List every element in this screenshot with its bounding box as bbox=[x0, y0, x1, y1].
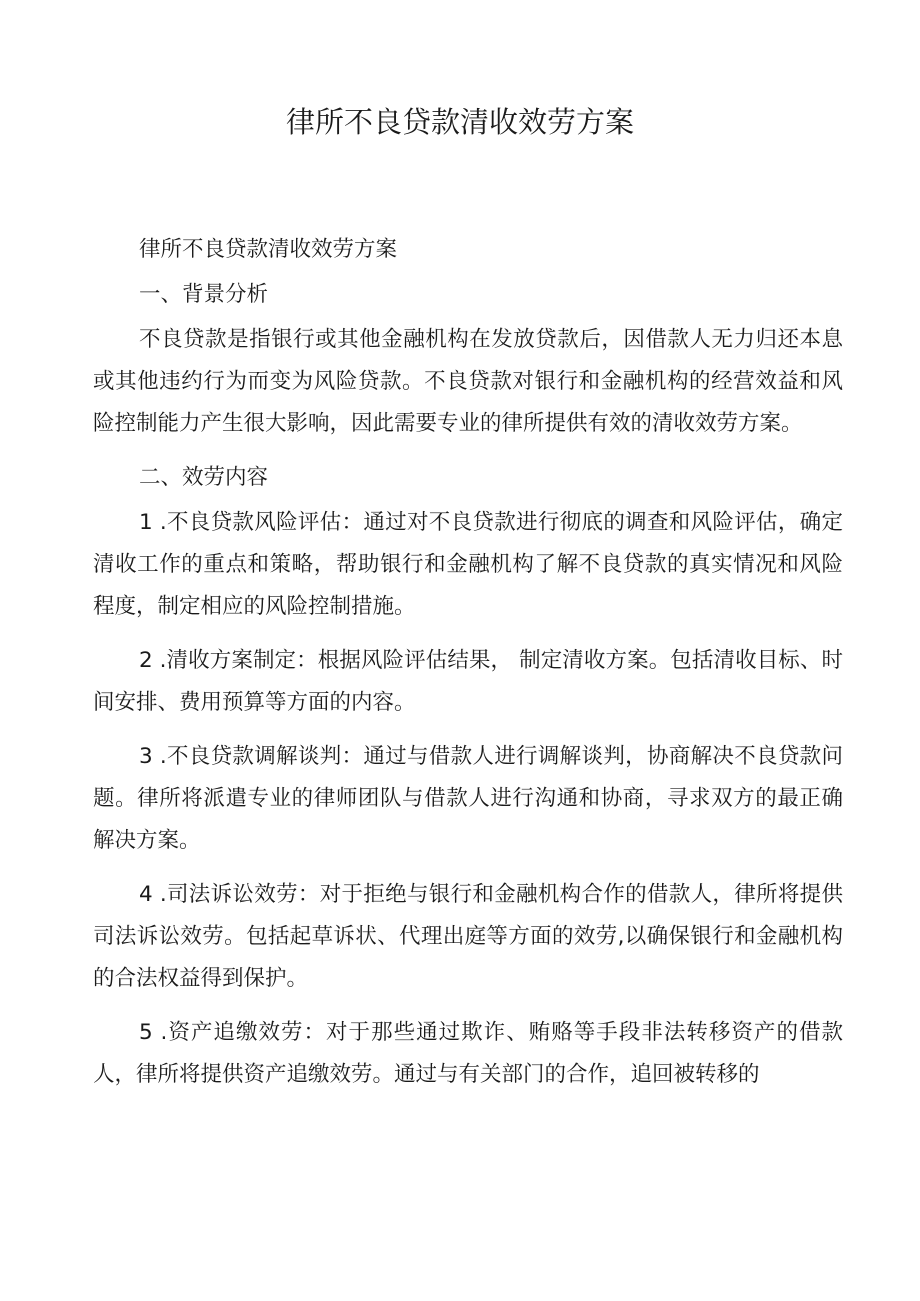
service-item-5: 5 .资产追缴效劳：对于那些通过欺诈、贿赂等手段非法转移资产的借款人，律所将提供资产追缴效劳。通过与有关部门的合作，追回被转移的 bbox=[93, 1020, 843, 1087]
service-item-4: 4 .司法诉讼效劳：对于拒绝与银行和金融机构合作的借款人，律所将提供司法诉讼效劳。包括起草诉状、代理出庭等方面的效劳,以确保银行和金融机构的合法权益得到保护。 bbox=[93, 882, 843, 991]
service-item-1: 1 .不良贷款风险评估：通过对不良贷款进行彻底的调查和风险评估，确定清收工作的重点和策略，帮助银行和金融机构了解不良贷款的真实情况和风险程度，制定相应的风险控制措施。 bbox=[93, 510, 843, 619]
service-item-2: 2 .清收方案制定：根据风险评估结果， 制定清收方案。包括清收目标、时间安排、费用预算等方面的内容。 bbox=[93, 648, 843, 715]
document-title: 律所不良贷款清收效劳方案 bbox=[285, 105, 634, 139]
service-item-3: 3 .不良贷款调解谈判：通过与借款人进行调解谈判，协商解决不良贷款问题。律所将派遣专业的律师团队与借款人进行沟通和协商，寻求双方的最正确解决方案。 bbox=[93, 744, 843, 853]
subtitle-paragraph: 律所不良贷款清收效劳方案 bbox=[139, 237, 398, 262]
section-heading-services: 二、效劳内容 bbox=[139, 465, 269, 490]
document-body bbox=[93, 229, 843, 1108]
section-heading-background: 一、背景分析 bbox=[139, 282, 269, 307]
background-paragraph: 不良贷款是指银行或其他金融机构在发放贷款后，因借款人无力归还本息或其他违约行为而变为风险贷款。不良贷款对银行和金融机构的经营效益和风险控制能力产生很大影响，因此需要专业的律所提供有效的清收效劳方案。 bbox=[93, 327, 843, 436]
